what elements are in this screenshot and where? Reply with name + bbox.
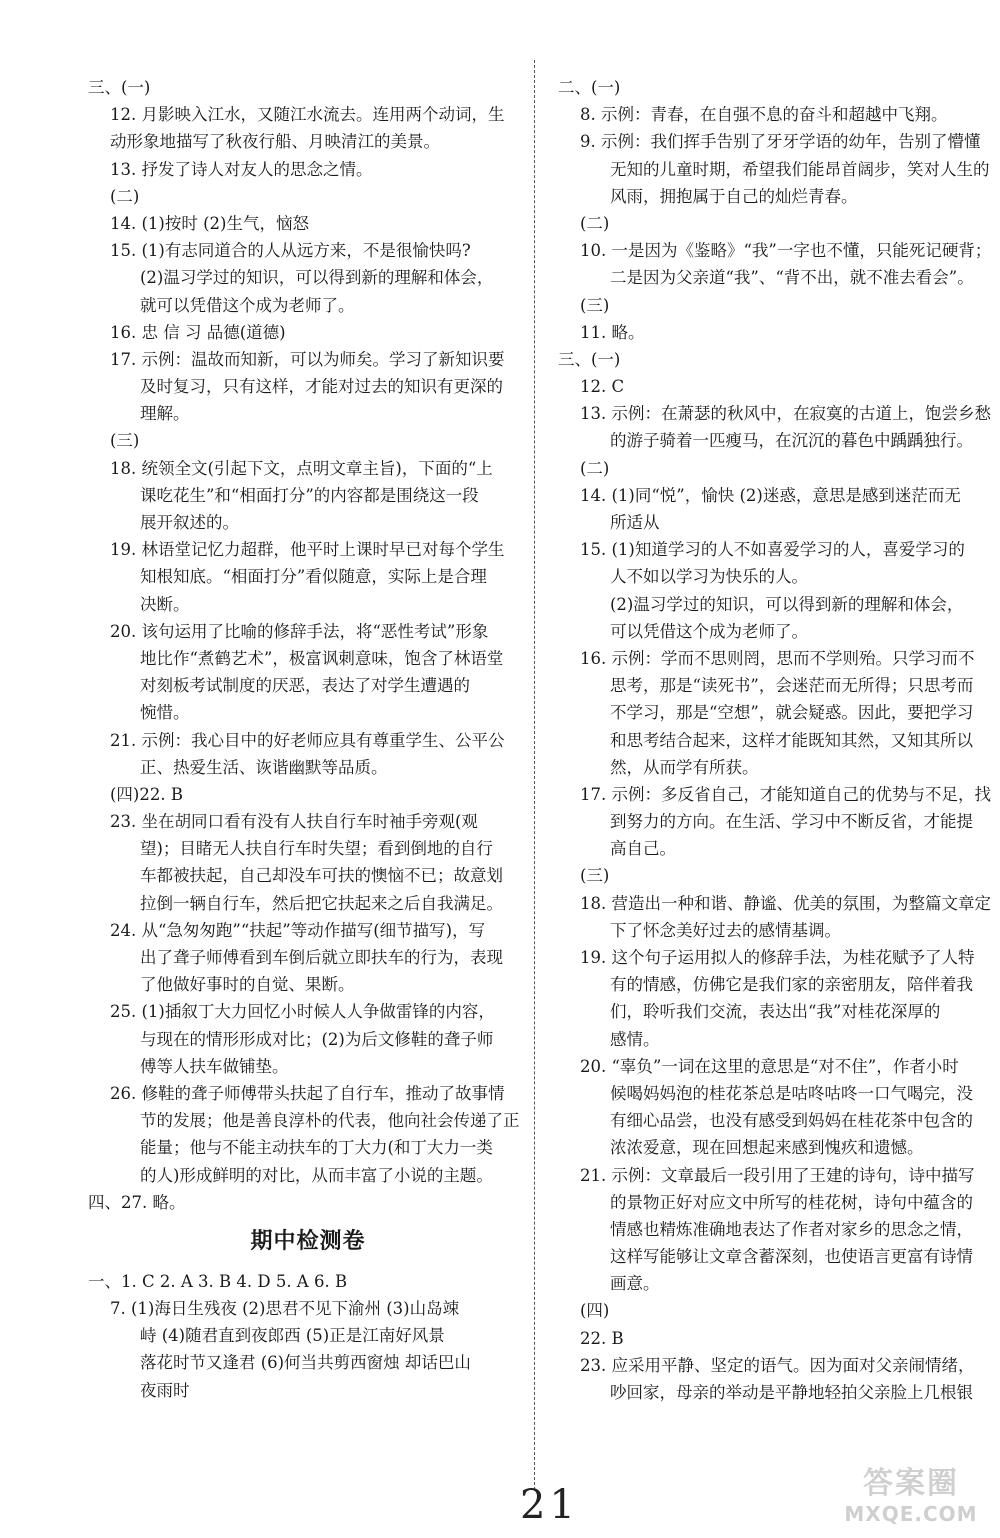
text-line: (2)温习学过的知识，可以得到新的理解和体会， — [610, 594, 964, 614]
text-line: 地比作“煮鹤艺术”，极富讽刺意味，饱含了林语堂 — [140, 648, 504, 668]
text-line: 四、27. 略。 — [88, 1192, 186, 1212]
text-line: 23. 坐在胡同口看有没有人扶自行车时袖手旁观(观 — [110, 812, 478, 832]
text-line: 车都被扶起，自己却没车可扶的懊恼不已；故意划 — [140, 866, 503, 886]
text-line: 18. 营造出一种和谐、静谧、优美的氛围，为整篇文章定 — [580, 893, 991, 913]
text-line: 夜雨时 — [140, 1380, 190, 1400]
text-line: 然，从而学有所获。 — [610, 757, 759, 777]
text-line: 情感也精炼准确地表达了作者对家乡的思念之情， — [610, 1219, 973, 1239]
text-line: 画意。 — [610, 1274, 660, 1294]
text-line: (四)22. B — [110, 784, 183, 804]
text-line: 22. B — [580, 1328, 624, 1348]
text-line: 13. 抒发了诗人对友人的思念之情。 — [110, 159, 373, 179]
text-line: (2)温习学过的知识，可以得到新的理解和体会， — [140, 268, 494, 288]
text-line: (三) — [580, 295, 610, 315]
text-line: 人不如以学习为快乐的人。 — [610, 567, 808, 587]
watermark-logo — [836, 1458, 986, 1528]
text-line: 24. 从“急匆匆跑”“扶起”等动作描写(细节描写)，写 — [110, 920, 486, 940]
text-line: 16. 忠 信 习 品德(道德) — [110, 322, 286, 342]
text-line: 候喝妈妈泡的桂花茶总是咕咚咕咚一口气喝完，没 — [610, 1083, 973, 1103]
text-line: 决断。 — [140, 594, 190, 614]
text-line: (三) — [110, 431, 140, 451]
text-line: 10. 一是因为《鉴略》“我”一字也不懂，只能死记硬背； — [580, 241, 992, 261]
text-line: 有细心品尝，也没有感受到妈妈在桂花茶中包含的 — [610, 1111, 973, 1131]
text-line: 23. 应采用平静、坚定的语气。因为面对父亲闹情绪， — [580, 1355, 975, 1375]
text-line: 峙 (4)随君直到夜郎西 (5)正是江南好风景 — [140, 1326, 445, 1346]
text-line: 15. (1)有志同道合的人从远方来，不是很愉快吗? — [110, 241, 471, 261]
text-line: 对刻板考试制度的厌恶，表达了对学生遭遇的 — [140, 676, 470, 696]
text-line: 知根知底。“相面打分”看似随意，实际上是合理 — [140, 567, 487, 587]
text-line: 19. 林语堂记忆力超群，他平时上课时早已对每个学生 — [110, 540, 505, 560]
text-line: 的景物正好对应文中所写的桂花树，诗句中蕴含的 — [610, 1192, 973, 1212]
text-line: (二) — [580, 458, 610, 478]
text-line: 18. 统领全文(引起下文，点明文章主旨)，下面的“上 — [110, 458, 493, 478]
text-line: 傅等人扶车做铺垫。 — [140, 1056, 289, 1076]
text-line: 可以凭借这个成为老师了。 — [610, 621, 808, 641]
text-line: 20. “辜负”一词在这里的意思是“对不住”，作者小时 — [580, 1056, 959, 1076]
text-line: 21. 示例：文章最后一段引用了王建的诗句，诗中描写 — [580, 1165, 975, 1185]
text-line: 感情。 — [610, 1029, 660, 1049]
text-line: 了他做好事时的自觉、果断。 — [140, 975, 355, 995]
text-line: 20. 该句运用了比喻的修辞手法，将“恶性考试”形象 — [110, 621, 489, 641]
text-line: 出了聋子师傅看到车倒后就立即扶车的行为，表现 — [140, 948, 503, 967]
page-number: 21 — [520, 1482, 579, 1528]
text-line: 落花时节又逢君 (6)何当共剪西窗烛 却话巴山 — [140, 1353, 471, 1373]
text-line: (二) — [580, 213, 610, 233]
watermark-bottom: MXQE.COM — [844, 1502, 978, 1526]
watermark-top: 答案圈 — [863, 1466, 959, 1501]
text-line: 的游子骑着一匹瘦马，在沉沉的暮色中踽踽独行。 — [610, 431, 973, 451]
text-line: 的人)形成鲜明的对比，从而丰富了小说的主题。 — [140, 1165, 493, 1185]
text-line: 这样写能够让文章含蓄深刻，也使语言更富有诗情 — [610, 1247, 973, 1267]
text-line: 二是因为父亲道“我”、“背不出，就不准去看会”。 — [610, 268, 974, 288]
text-line: 13. 示例：在萧瑟的秋风中，在寂寞的古道上，饱尝乡愁 — [580, 404, 991, 424]
text-line: 9. 示例：我们挥手告别了牙牙学语的幼年，告别了懵懂 — [580, 132, 981, 152]
text-line: (二) — [110, 186, 140, 206]
text-line: 8. 示例：青春，在自强不息的奋斗和超越中飞翔。 — [580, 105, 948, 125]
text-line: 浓浓爱意，现在回想起来感到愧疚和遗憾。 — [610, 1138, 924, 1158]
text-line: 26. 修鞋的聋子师傅带头扶起了自行车，推动了故事情 — [110, 1083, 505, 1103]
text-line: 风雨，拥抱属于自己的灿烂青春。 — [610, 186, 858, 206]
text-line: (三) — [580, 866, 610, 886]
text-line: 7. (1)海日生残夜 (2)思君不见下渝州 (3)山岛竦 — [110, 1299, 460, 1319]
text-line: 高自己。 — [610, 839, 676, 859]
text-line: 有的情感，仿佛它是我们家的亲密朋友，陪伴着我 — [610, 975, 973, 995]
column-divider — [534, 60, 535, 1490]
text-line: 及时复习，只有这样，才能对过去的知识有更深的 — [140, 377, 503, 397]
text-line: 正、热爱生活、诙谐幽默等品质。 — [140, 757, 388, 777]
text-line: 能量；他与不能主动扶车的丁大力(和丁大力一类 — [140, 1138, 493, 1158]
text-line: 理解。 — [140, 404, 190, 424]
text-line: 19. 这个句子运用拟人的修辞手法，为桂花赋予了人特 — [580, 948, 975, 967]
text-line: 15. (1)知道学习的人不如喜爱学习的人，喜爱学习的 — [580, 540, 965, 560]
text-line: 拉倒一辆自行车，然后把它扶起来之后自我满足。 — [140, 893, 503, 913]
left-column — [88, 74, 528, 1404]
text-line: 思考，那是“读死书”，会迷茫而无所得；只思考而 — [610, 676, 974, 696]
text-line: 展开叙述的。 — [140, 513, 239, 532]
text-line: 三、(一) — [558, 349, 621, 369]
text-line: 11. 略。 — [580, 322, 645, 342]
text-line: 和思考结合起来，这样才能既知其然，又知其所以 — [610, 730, 973, 750]
text-line: 吵回家，母亲的举动是平静地轻拍父亲脸上几根银 — [610, 1383, 973, 1402]
text-line: 惋惜。 — [140, 703, 190, 723]
text-line: 节的发展；他是善良淳朴的代表，他向社会传递了正 — [140, 1111, 520, 1131]
text-line: 16. 示例：学而不思则罔，思而不学则殆。只学习而不 — [580, 648, 975, 668]
text-line: 12. 月影映入江水，又随江水流去。连用两个动词，生 — [110, 105, 505, 125]
text-line: 望)；目睹无人扶自行车时失望；看到倒地的自行 — [140, 839, 493, 859]
right-column — [558, 74, 998, 1406]
text-line: 不学习，那是“空想”，就会疑惑。因此，要把学习 — [610, 703, 974, 723]
text-line: 课吃花生”和“相面打分”的内容都是围绕这一段 — [140, 485, 479, 505]
text-line: 25. (1)插叙丁大力回忆小时候人人争做雷锋的内容， — [110, 1002, 495, 1022]
text-line: 17. 示例：温故而知新，可以为师矣。学习了新知识要 — [110, 349, 505, 369]
text-line: 无知的儿童时期，希望我们能昂首阔步，笑对人生的 — [610, 159, 990, 179]
text-line: 动形象地描写了秋夜行船、月映清江的美景。 — [110, 132, 440, 152]
text-line: 二、(一) — [558, 78, 621, 97]
text-line: 三、(一) — [88, 78, 151, 97]
text-line: 一、1. C 2. A 3. B 4. D 5. A 6. B — [88, 1271, 348, 1291]
text-line: 所适从 — [610, 513, 660, 532]
text-line: (四) — [580, 1301, 610, 1321]
text-line: 14. (1)按时 (2)生气，恼怒 — [110, 213, 309, 233]
text-line: 下了怀念美好过去的感情基调。 — [610, 920, 841, 940]
text-line: 17. 示例：多反省自己，才能知道自己的优势与不足，找 — [580, 784, 991, 804]
text-line: 14. (1)同“悦”，愉快 (2)迷惑，意思是感到迷茫而无 — [580, 485, 961, 505]
section-title: 期中检测卷 — [250, 1228, 366, 1254]
text-line: 就可以凭借这个成为老师了。 — [140, 295, 355, 315]
text-line: 21. 示例：我心目中的好老师应具有尊重学生、公平公 — [110, 730, 505, 750]
text-line: 与现在的情形形成对比；(2)为后文修鞋的聋子师 — [140, 1029, 494, 1049]
text-line: 们，聆听我们交流，表达出“我”对桂花深厚的 — [610, 1002, 941, 1022]
text-line: 12. C — [580, 377, 625, 397]
text-line: 到努力的方向。在生活、学习中不断反省，才能提 — [610, 812, 973, 832]
